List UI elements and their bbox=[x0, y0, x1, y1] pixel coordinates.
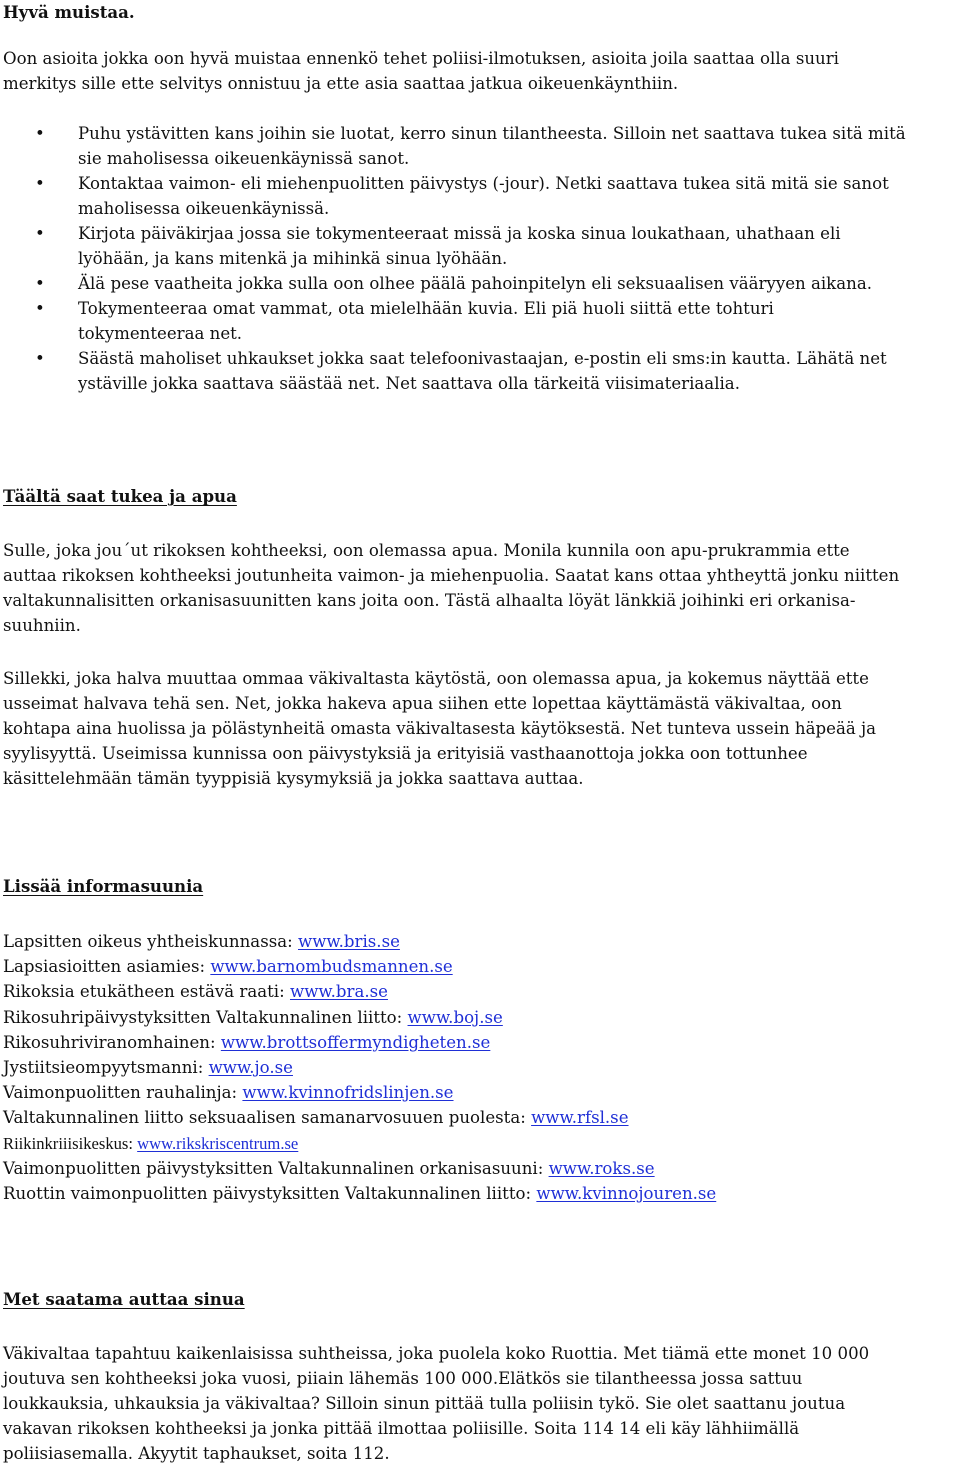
list-item: • Säästä maholiset uhkaukset jokka saat telefoonivastaajan, e-postin eli sms:in kautta. Lähätä net ystäville jokka saattava säästää net. Net saattava olla tärkeitä viisimateriaalia. bbox=[3, 346, 955, 396]
list-item: • Kontaktaa vaimon- eli miehenpuolitten päivystys (-jour). Netki saattava tukea sitä mitä sie sanot maholisessa oikeuenkäynissä. bbox=[3, 171, 955, 221]
intro-line: merkitys sille ette selvitys onnistuu ja ette asia saattaa jatkua oikeuenkäynthiin. bbox=[3, 74, 679, 93]
link-bris[interactable]: www.bris.se bbox=[298, 932, 400, 951]
bullet-icon: • bbox=[35, 124, 45, 143]
link-kvinnofridslinjen[interactable]: www.kvinnofridslinjen.se bbox=[242, 1083, 454, 1103]
link-boj[interactable]: www.boj.se bbox=[407, 1007, 503, 1027]
list-item: Rikoksia etukätheen estävä raati: www.bra.se bbox=[3, 982, 388, 1002]
bullet-icon: • bbox=[35, 349, 45, 368]
list-item: Jystiitsieompyytsmanni: www.jo.se bbox=[3, 1058, 293, 1078]
link-brottsoffermyndigheten[interactable]: www.brottsoffermyndigheten.se bbox=[220, 1032, 491, 1052]
link-rikskriscentrum[interactable]: www.rikskriscentrum.se bbox=[137, 1133, 299, 1153]
list-item: Valtakunnalinen liitto seksuaalisen samanarvosuuen puolesta: www.rfsl.se bbox=[3, 1108, 629, 1128]
support-heading: Täältä saat tukea ja apua bbox=[3, 486, 237, 506]
link-jo[interactable]: www.jo.se bbox=[208, 1058, 293, 1078]
list-item: Ruottin vaimonpuolitten päivystyksitten Valtakunnalinen liitto: www.kvinnojouren.se bbox=[3, 1184, 717, 1204]
bullet-icon: • bbox=[35, 299, 45, 318]
list-item: • Puhu ystävitten kans joihin sie luotat, kerro sinun tilantheesta. Silloin net saattava tukea sitä mitä sie maholisessa oikeuenkäynissä sanot. bbox=[3, 121, 955, 171]
list-item: Lapsitten oikeus yhtheiskunnassa: www.bris.se bbox=[3, 932, 400, 951]
link-barnombudsmannen[interactable]: www.barnombudsmannen.se bbox=[210, 957, 453, 977]
intro-paragraph bbox=[3, 46, 955, 96]
bullet-icon: • bbox=[35, 274, 45, 293]
link-rfsl[interactable]: www.rfsl.se bbox=[531, 1108, 629, 1128]
support-paragraph-1: Sulle, joka jou´ut rikoksen kohtheeksi, oon olemassa apua. Monila kunnila oon apu-prukrammia ette auttaa rikoksen kohtheeksi joutunheita vaimon- ja miehenpuolia. Saatat kans ottaa yhtheyttä jonku niitten valtakunnalisitten orkanisasuunitten kans joita oon. Tästä alhaalta löyät länkkiä joihinki eri orkanisa- suuhniin. bbox=[3, 541, 900, 635]
list-item: Rikosuhripäivystyksitten Valtakunnalinen liitto: www.boj.se bbox=[3, 1007, 503, 1027]
help-paragraph: Väkivaltaa tapahtuu kaikenlaisissa suhtheissa, joka puolela koko Ruottia. Met tiämä ette monet 10 000 joutuva sen kohtheeksi joka vuosi, piiain lähemäs 100 000.Elätkös sie tilantheessa jossa sattuu loukkauksia, uhkauksia ja väkivaltaa? Silloin sinun pittää tulla poliisin tykö. Sie olet saattanu joutua vakavan rikoksen kohtheeksi ja jonka pittää ilmottaa poliisille. Soita 114 14 eli käy lähhiimällä poliisiasemalla. Akyytit taphaukset, soita 112. bbox=[3, 1344, 870, 1463]
list-item: • Tokymenteeraa omat vammat, ota mielelhään kuvia. Eli piä huoli siittä ette tohturi tokymenteeraa net. bbox=[3, 296, 955, 346]
info-link-list bbox=[3, 929, 955, 1206]
intro-line: Oon asioita jokka oon hyvä muistaa ennenkö tehet poliisi-ilmotuksen, asioita joila saattaa olla suuri bbox=[3, 49, 839, 68]
bullet-icon: • bbox=[35, 174, 45, 193]
bullet-icon: • bbox=[35, 224, 45, 243]
list-item: Vaimonpuolitten päivystyksitten Valtakunnalinen orkanisasuuni: www.roks.se bbox=[3, 1158, 655, 1178]
link-kvinnojouren[interactable]: www.kvinnojouren.se bbox=[536, 1184, 717, 1204]
help-heading: Met saatama auttaa sinua bbox=[3, 1289, 245, 1309]
link-bra[interactable]: www.bra.se bbox=[289, 982, 388, 1002]
info-heading: Lissää informasuunia bbox=[3, 876, 204, 896]
list-item: Vaimonpuolitten rauhalinja: www.kvinnofridslinjen.se bbox=[3, 1083, 454, 1103]
tips-bullet-list bbox=[3, 121, 955, 396]
support-paragraph-2: Sillekki, joka halva muuttaa ommaa väkivaltasta käytöstä, oon olemassa apua, ja kokemus näyttää ette usseimat halvava tehä sen. Net, jokka hakeva apua siihen ette lopettaa käyttämästä väkivaltaa, oon kohtapa aina huolissa ja pölästynheitä omasta väkivaltasesta käytöksestä. Net tunteva ussein häpeää ja syylisyyttä. Useimissa kunnissa oon päivystyksiä ja erityisiä vasthaanottoja jokka oon tottunhee käsittelehmään tämän tyyppisiä kysymyksiä ja jokka saattava auttaa. bbox=[3, 669, 877, 788]
intro-title: Hyvä muistaa. bbox=[3, 2, 135, 22]
list-item: Lapsiasioitten asiamies: www.barnombudsmannen.se bbox=[3, 957, 453, 977]
list-item: • Kirjota päiväkirjaa jossa sie tokymenteeraat missä ja koska sinua loukathaan, uhathaan eli lyöhään, ja kans mitenkä ja mihinkä sinua lyöhään. bbox=[3, 221, 955, 271]
list-item: • Älä pese vaatheita jokka sulla oon olhee päälä pahoinpitelyn eli seksuaalisen vääryyen aikana. bbox=[3, 271, 955, 296]
link-roks[interactable]: www.roks.se bbox=[548, 1158, 655, 1178]
list-item: Riikinkriiisikeskus: www.rikskriscentrum.se bbox=[3, 1133, 299, 1153]
list-item: Rikosuhriviranomhainen: www.brottsoffermyndigheten.se bbox=[3, 1032, 491, 1052]
